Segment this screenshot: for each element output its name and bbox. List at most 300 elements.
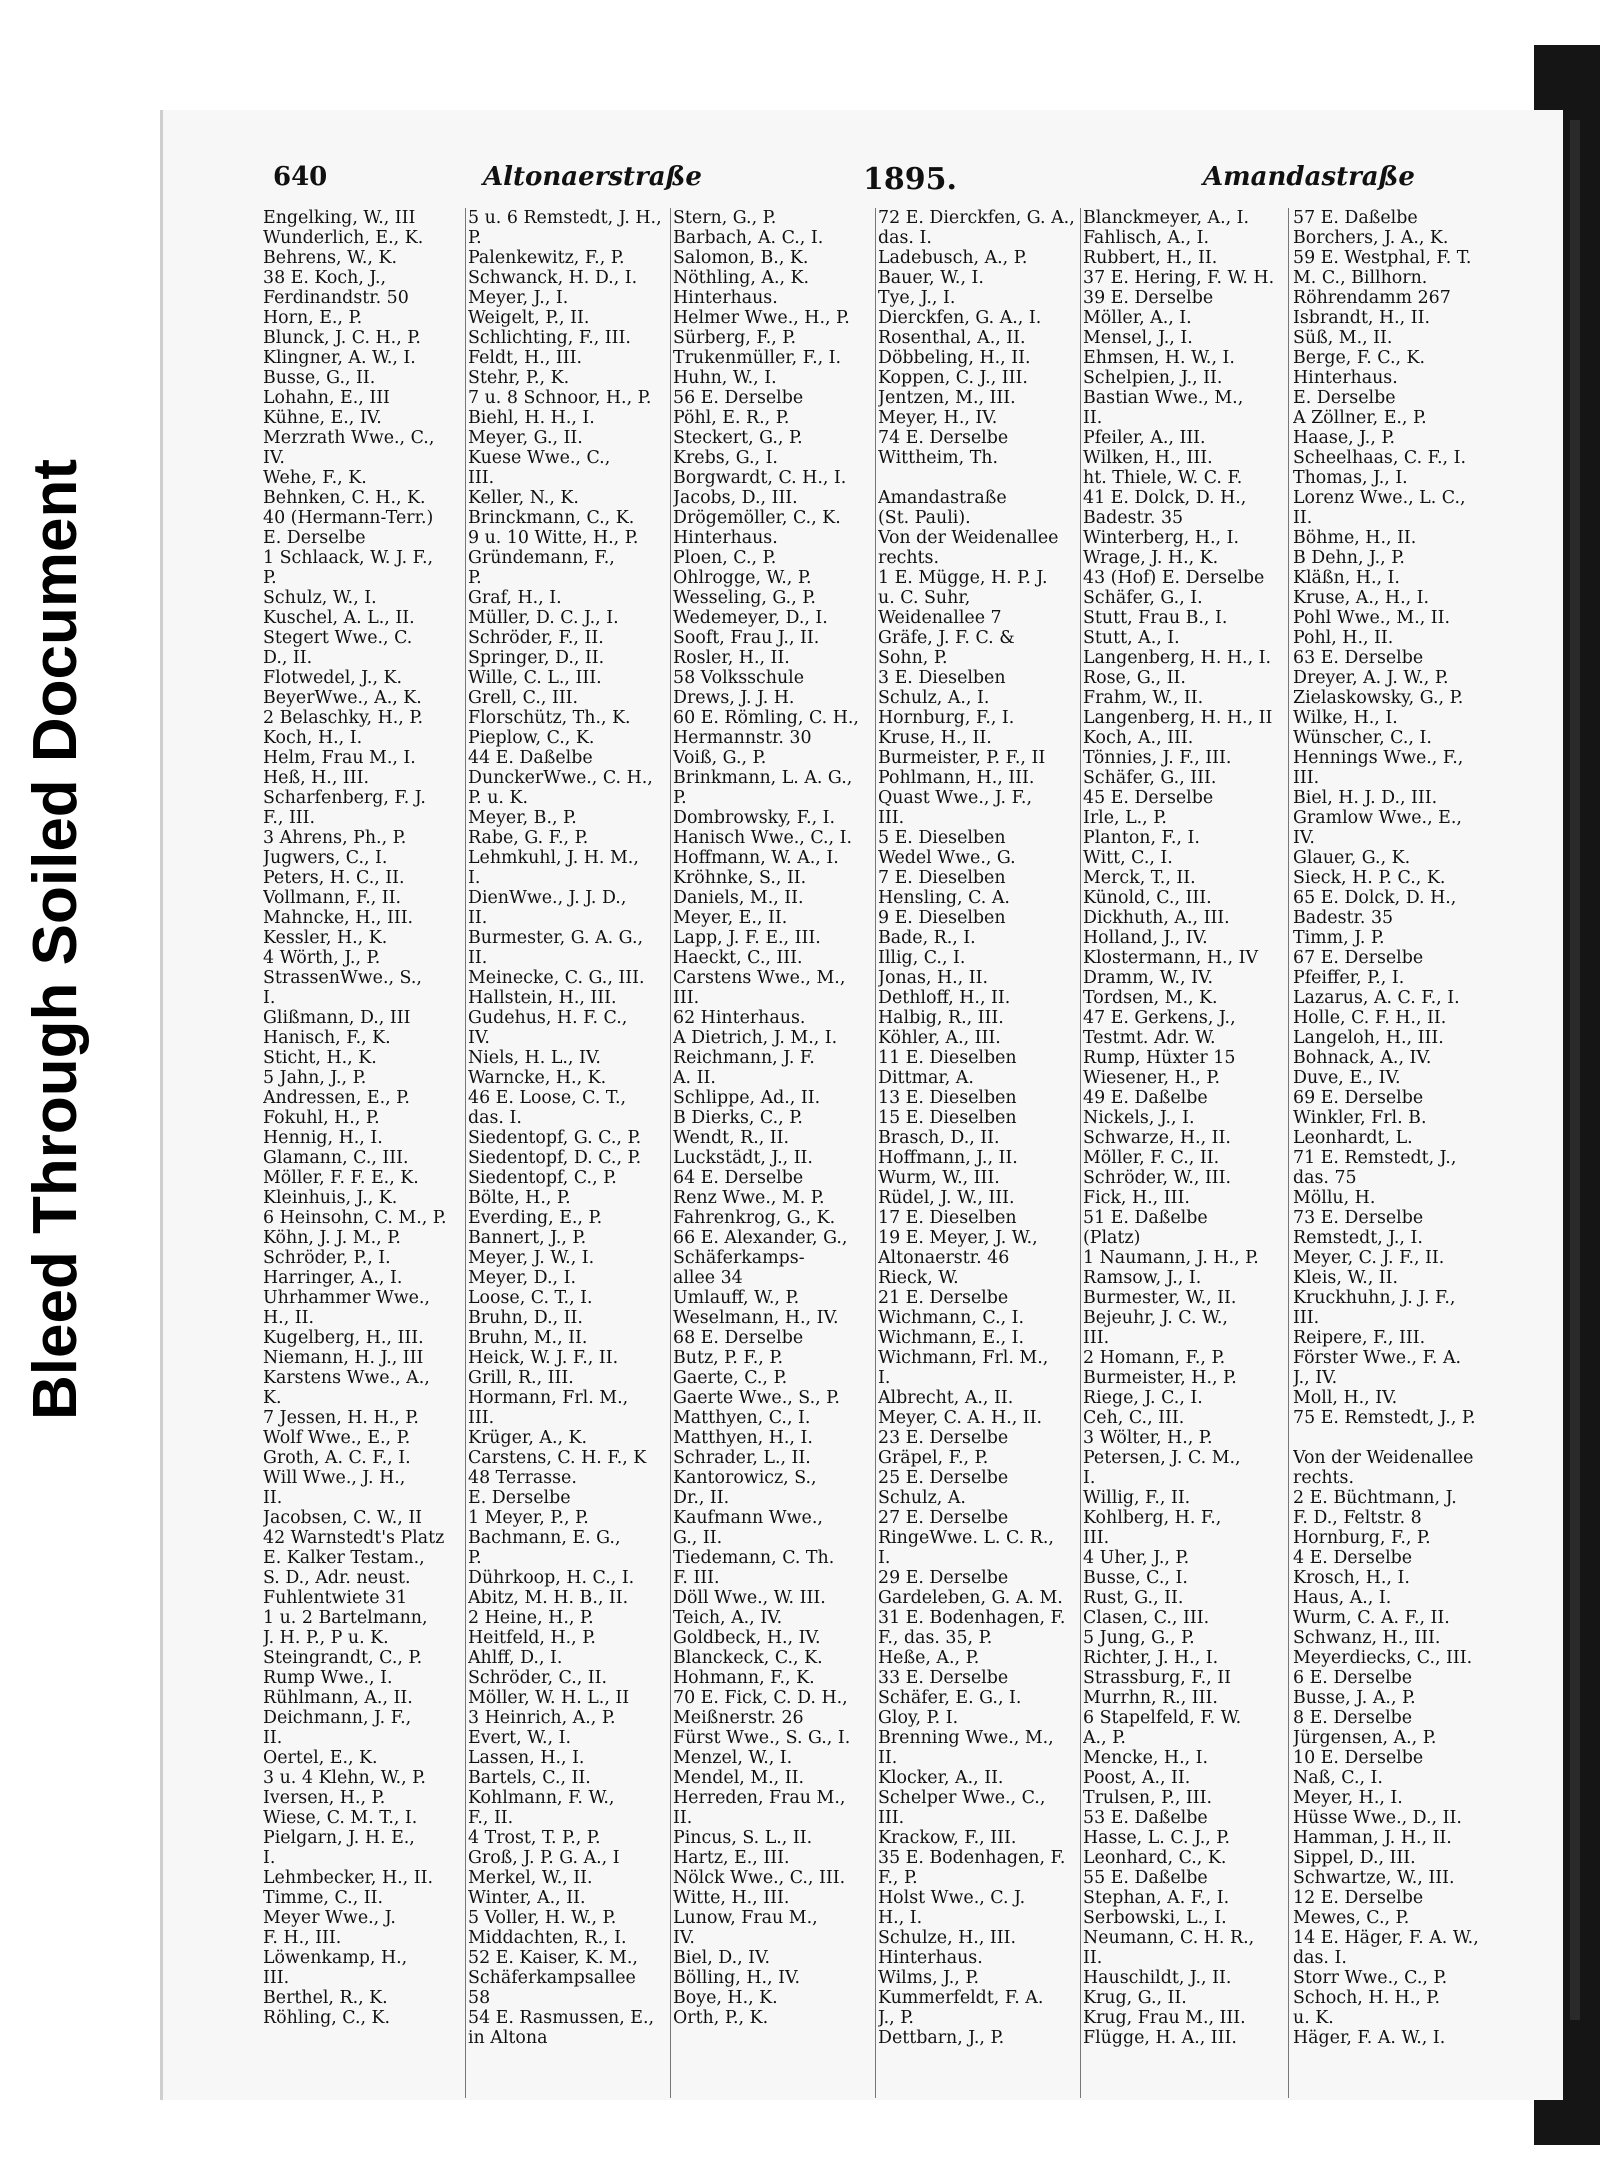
directory-entry: Gudehus, H. F. C., xyxy=(468,1008,628,1028)
directory-entry: Everding, E., P. xyxy=(468,1208,603,1228)
directory-entry: Möller, F. C., II. xyxy=(1083,1148,1220,1168)
directory-entry: Dramm, W., IV. xyxy=(1083,968,1213,988)
directory-entry: Sieck, H. P. C., K. xyxy=(1293,868,1446,888)
directory-entry: 55 E. Daßelbe xyxy=(1083,1868,1208,1888)
directory-entry: Stegert Wwe., C. xyxy=(263,628,413,648)
directory-entry: 23 E. Derselbe xyxy=(878,1428,1009,1448)
directory-entry: Kessler, H., K. xyxy=(263,928,388,948)
directory-entry: Wilke, H., I. xyxy=(1293,708,1398,728)
directory-entry: Fokuhl, H., P. xyxy=(263,1108,380,1128)
directory-entry: Flügge, H. A., III. xyxy=(1083,2028,1237,2048)
directory-entry: 48 Terrasse. xyxy=(468,1468,577,1488)
directory-entry: Dethloff, H., II. xyxy=(878,988,1011,1008)
directory-entry: Gloy, P. I. xyxy=(878,1708,959,1728)
directory-entry: Hohmann, F., K. xyxy=(673,1668,815,1688)
directory-entry: Helm, Frau M., I. xyxy=(263,748,416,768)
directory-entry: Von der Weidenallee xyxy=(1293,1448,1474,1468)
directory-entry: DienWwe., J. J. D., xyxy=(468,888,627,908)
directory-entry: Jonas, H., II. xyxy=(878,968,989,988)
directory-entry: Wünscher, C., I. xyxy=(1293,728,1432,748)
directory-entry: 57 E. Daßelbe xyxy=(1293,208,1418,228)
directory-entry: Jacobs, D., III. xyxy=(673,488,798,508)
directory-entry: Dr., II. xyxy=(673,1488,730,1508)
directory-entry: Grell, C., III. xyxy=(468,688,579,708)
directory-entry: Süß, M., II. xyxy=(1293,328,1393,348)
directory-entry: Badestr. 35 xyxy=(1293,908,1394,928)
directory-entry: Möller, A., I. xyxy=(1083,308,1192,328)
directory-entry: 69 E. Derselbe xyxy=(1293,1088,1424,1108)
directory-entry: A Zöllner, E., P. xyxy=(1293,408,1427,428)
directory-entry: Winterberg, H., I. xyxy=(1083,528,1239,548)
directory-entry: 10 E. Derselbe xyxy=(1293,1748,1424,1768)
directory-entry: Trulsen, P., III. xyxy=(1083,1788,1213,1808)
directory-entry: F. H., III. xyxy=(263,1928,342,1948)
directory-entry: Groth, A. C. F., I. xyxy=(263,1448,411,1468)
directory-entry: III. xyxy=(468,468,495,488)
directory-entry: Rabe, G. F., P. xyxy=(468,828,589,848)
directory-entry: Döll Wwe., W. III. xyxy=(673,1588,826,1608)
directory-entry: Meyer, J., I. xyxy=(468,288,569,308)
directory-entry: B Dierks, C., P. xyxy=(673,1108,803,1128)
directory-entry: Kohlberg, H. F., xyxy=(1083,1508,1222,1528)
directory-entry: Winter, A., II. xyxy=(468,1888,586,1908)
directory-entry: Helmer Wwe., H., P. xyxy=(673,308,850,328)
directory-entry: Iversen, H., P. xyxy=(263,1788,386,1808)
directory-entry: Bruhn, D., II. xyxy=(468,1308,583,1328)
directory-entry: Feldt, H., III. xyxy=(468,348,583,368)
directory-entry: III. xyxy=(263,1968,290,1988)
directory-entry: in Altona xyxy=(468,2028,548,2048)
directory-column-6 xyxy=(1293,208,1493,2048)
directory-entry: Meyer, H., IV. xyxy=(878,408,998,428)
directory-entry: II. xyxy=(1293,508,1313,528)
directory-entry: Kuschel, A. L., II. xyxy=(263,608,415,628)
directory-entry: Meyer, B., P. xyxy=(468,808,577,828)
directory-entry: 15 E. Dieselben xyxy=(878,1108,1017,1128)
directory-entry: Gaerte Wwe., S., P. xyxy=(673,1388,840,1408)
directory-entry: 1 u. 2 Bartelmann, xyxy=(263,1608,428,1628)
directory-entry: 4 Uher, J., P. xyxy=(1083,1548,1190,1568)
directory-entry: Strassburg, F., II xyxy=(1083,1668,1231,1688)
directory-entry: Neumann, C. H. R., xyxy=(1083,1928,1255,1948)
directory-entry: Krackow, F., III. xyxy=(878,1828,1017,1848)
directory-entry: Trukenmüller, F., I. xyxy=(673,348,842,368)
directory-entry: Wiesener, H., P. xyxy=(1083,1068,1221,1088)
directory-entry: I. xyxy=(878,1548,891,1568)
directory-entry: 60 E. Römling, C. H., xyxy=(673,708,859,728)
directory-entry: Florschütz, Th., K. xyxy=(468,708,631,728)
directory-entry: Glamann, C., III. xyxy=(263,1148,409,1168)
directory-entry: 35 E. Bodenhagen, F. xyxy=(878,1848,1066,1868)
directory-entry: Rust, G., II. xyxy=(1083,1588,1184,1608)
directory-entry: Jacobsen, C. W., II xyxy=(263,1508,423,1528)
directory-entry: Moll, H., IV. xyxy=(1293,1388,1398,1408)
directory-entry: M. C., Billhorn. xyxy=(1293,268,1428,288)
directory-entry: Siedentopf, C., P. xyxy=(468,1168,617,1188)
directory-entry: Brasch, D., II. xyxy=(878,1128,1000,1148)
directory-entry: Wolf Wwe., E., P. xyxy=(263,1428,411,1448)
directory-entry: Meyer, D., I. xyxy=(468,1268,576,1288)
directory-entry: 17 E. Dieselben xyxy=(878,1208,1017,1228)
directory-entry: Schrader, L., II. xyxy=(673,1448,811,1468)
directory-entry: Reichmann, J. F. xyxy=(673,1048,815,1068)
directory-entry: 31 E. Bodenhagen, F. xyxy=(878,1608,1066,1628)
directory-entry: Krug, Frau M., III. xyxy=(1083,2008,1246,2028)
directory-entry: Rump, Hüxter 15 xyxy=(1083,1048,1236,1068)
directory-entry: Wilms, J., P. xyxy=(878,1968,980,1988)
directory-entry: Timm, J. P. xyxy=(1293,928,1385,948)
directory-entry: Halbig, R., III. xyxy=(878,1008,1004,1028)
directory-entry: 42 Warnstedt's Platz xyxy=(263,1528,445,1548)
directory-entry: Lorenz Wwe., L. C., xyxy=(1293,488,1466,508)
directory-entry: das. I. xyxy=(878,228,932,248)
directory-entry: Ferdinandstr. 50 xyxy=(263,288,409,308)
directory-entry: Hasse, L. C. J., P. xyxy=(1083,1828,1230,1848)
directory-entry: Kleinhuis, J., K. xyxy=(263,1188,398,1208)
directory-entry: S. D., Adr. neust. xyxy=(263,1568,411,1588)
directory-entry: Schelper Wwe., C., xyxy=(878,1788,1046,1808)
directory-entry: Dührkoop, H. C., I. xyxy=(468,1568,635,1588)
directory-entry: F., P. xyxy=(878,1868,918,1888)
directory-entry: Steingrandt, C., P. xyxy=(263,1648,423,1668)
directory-entry: Pielgarn, J. H. E., xyxy=(263,1828,415,1848)
directory-entry: u. K. xyxy=(1293,2008,1334,2028)
directory-entry: Brinkmann, L. A. G., xyxy=(673,768,853,788)
directory-entry: B Dehn, J., P. xyxy=(1293,548,1405,568)
directory-entry: II. xyxy=(878,1748,898,1768)
directory-entry: 2 Heine, H., P. xyxy=(468,1608,594,1628)
directory-entry: 41 E. Dolck, D. H., xyxy=(1083,488,1247,508)
year: 1895. xyxy=(863,162,957,197)
directory-entry: Weidenallee 7 xyxy=(878,608,1002,628)
directory-entry: Meyerdiecks, C., III. xyxy=(1293,1648,1473,1668)
directory-entry: Häger, F. A. W., I. xyxy=(1293,2028,1446,2048)
directory-entry: Hornburg, F., I. xyxy=(878,708,1015,728)
directory-entry: 3 u. 4 Klehn, W., P. xyxy=(263,1768,426,1788)
directory-entry: Umlauff, W., P. xyxy=(673,1288,800,1308)
directory-entry: Pöhl, E. R., P. xyxy=(673,408,790,428)
directory-entry: Blanckmeyer, A., I. xyxy=(1083,208,1250,228)
directory-entry: P. xyxy=(673,788,687,808)
directory-entry: Dittmar, A. xyxy=(878,1068,974,1088)
directory-entry: Mencke, H., I. xyxy=(1083,1748,1209,1768)
directory-entry: Wiese, C. M. T., I. xyxy=(263,1808,418,1828)
directory-entry: 75 E. Remstedt, J., P. xyxy=(1293,1408,1476,1428)
directory-entry: Hinterhaus. xyxy=(673,528,778,548)
directory-entry: Frahm, W., II. xyxy=(1083,688,1204,708)
directory-entry: Andressen, E., P. xyxy=(263,1088,410,1108)
directory-entry: Wurm, C. A. F., II. xyxy=(1293,1608,1450,1628)
directory-entry: Möller, W. H. L., II xyxy=(468,1688,630,1708)
directory-entry: Lohahn, E., III xyxy=(263,388,390,408)
directory-entry: Drögemöller, C., K. xyxy=(673,508,841,528)
directory-entry: 72 E. Dierckfen, G. A., xyxy=(878,208,1075,228)
scan-edge-inner xyxy=(1570,120,1580,2020)
directory-entry: Gräfe, J. F. C. & xyxy=(878,628,1015,648)
directory-entry: 7 u. 8 Schnoor, H., P. xyxy=(468,388,652,408)
directory-entry: Kantorowicz, S., xyxy=(673,1468,817,1488)
directory-entry: G., II. xyxy=(673,1528,723,1548)
directory-entry: Wehe, F., K. xyxy=(263,468,367,488)
directory-entry: Kruckhuhn, J. J. F., xyxy=(1293,1288,1456,1308)
directory-entry: Meyer, G., II. xyxy=(468,428,583,448)
directory-entry: Brinckmann, C., K. xyxy=(468,508,635,528)
directory-entry: III. xyxy=(1293,768,1320,788)
directory-entry: Burmeister, P. F., II xyxy=(878,748,1046,768)
directory-entry: Albrecht, A., II. xyxy=(878,1388,1014,1408)
directory-entry: 8 E. Derselbe xyxy=(1293,1708,1413,1728)
directory-entry: Renz Wwe., M. P. xyxy=(673,1188,825,1208)
directory-entry: Schröder, P., I. xyxy=(263,1248,391,1268)
directory-entry: 56 E. Derselbe xyxy=(673,388,804,408)
directory-entry: Nölck Wwe., C., III. xyxy=(673,1868,846,1888)
directory-entry: Klostermann, H., IV xyxy=(1083,948,1259,968)
directory-entry: Isbrandt, H., II. xyxy=(1293,308,1431,328)
directory-entry: Fahlisch, A., I. xyxy=(1083,228,1210,248)
directory-entry: Schäferkampsallee xyxy=(468,1968,636,1988)
directory-entry: Evert, W., I. xyxy=(468,1728,571,1748)
directory-entry: Burmeister, H., P. xyxy=(1083,1368,1237,1388)
directory-entry: I. xyxy=(878,1368,891,1388)
directory-entry: Schulze, H., III. xyxy=(878,1928,1017,1948)
directory-column-5 xyxy=(1083,208,1283,2048)
directory-entry: Nöthling, A., K. xyxy=(673,268,810,288)
directory-entry: Rosenthal, A., II. xyxy=(878,328,1026,348)
directory-entry: Holle, C. F. H., II. xyxy=(1293,1008,1447,1028)
directory-entry: J., IV. xyxy=(1293,1368,1338,1388)
directory-entry: 2 Belaschky, H., P. xyxy=(263,708,424,728)
directory-entry: Meyer, E., II. xyxy=(673,908,788,928)
directory-entry: Wendt, R., II. xyxy=(673,1128,790,1148)
directory-entry: Mewes, C., P. xyxy=(1293,1908,1410,1928)
directory-entry: Bohnack, A., IV. xyxy=(1293,1048,1432,1068)
directory-entry: Loose, C. T., I. xyxy=(468,1288,593,1308)
directory-entry: 1 E. Mügge, H. P. J. xyxy=(878,568,1048,588)
directory-entry: 44 E. Daßelbe xyxy=(468,748,593,768)
directory-entry: Müller, D. C. J., I. xyxy=(468,608,619,628)
directory-entry: Grill, R., III. xyxy=(468,1368,574,1388)
directory-entry: 46 E. Loose, C. T., xyxy=(468,1088,627,1108)
directory-entry: Fuhlentwiete 31 xyxy=(263,1588,408,1608)
directory-entry: Hauschildt, J., II. xyxy=(1083,1968,1232,1988)
directory-entry: Dickhuth, A., III. xyxy=(1083,908,1230,928)
directory-entry: 2 E. Büchtmann, J. xyxy=(1293,1488,1457,1508)
directory-entry: 27 E. Derselbe xyxy=(878,1508,1009,1528)
directory-entry: das. I. xyxy=(1293,1948,1347,1968)
directory-entry: Pohl Wwe., M., II. xyxy=(1293,608,1451,628)
directory-entry: Glauer, G., K. xyxy=(1293,848,1411,868)
directory-entry: 13 E. Dieselben xyxy=(878,1088,1017,1108)
directory-entry: II. xyxy=(673,1808,693,1828)
directory-entry: 9 u. 10 Witte, H., P. xyxy=(468,528,639,548)
directory-entry: F., II. xyxy=(468,1808,514,1828)
directory-entry: Leonhardt, L. xyxy=(1293,1128,1413,1148)
directory-entry: Wurm, W., III. xyxy=(878,1168,1000,1188)
directory-entry: Klingner, A. W., I. xyxy=(263,348,416,368)
directory-entry: Nickels, J., I. xyxy=(1083,1108,1195,1128)
directory-entry: Holst Wwe., C. J. xyxy=(878,1888,1026,1908)
directory-entry: Amandastraße xyxy=(878,488,1007,508)
directory-entry: II. xyxy=(263,1488,283,1508)
directory-entry: Hermannstr. 30 xyxy=(673,728,812,748)
directory-entry: III. xyxy=(1083,1528,1110,1548)
directory-entry: Bejeuhr, J. C. W., xyxy=(1083,1308,1228,1328)
directory-entry: Bölte, H., P. xyxy=(468,1188,571,1208)
directory-entry: Ohlrogge, W., P. xyxy=(673,568,812,588)
directory-entry: Fick, H., III. xyxy=(1083,1188,1190,1208)
directory-entry: P. xyxy=(468,1548,482,1568)
directory-entry: Schröder, W., III. xyxy=(1083,1168,1232,1188)
directory-entry: Meyer, H., I. xyxy=(1293,1788,1403,1808)
left-running-title: Altonaerstraße xyxy=(483,162,702,192)
directory-entry: Merck, T., II. xyxy=(1083,868,1196,888)
directory-entry: Fahrenkrog, G., K. xyxy=(673,1208,836,1228)
directory-entry: 29 E. Derselbe xyxy=(878,1568,1009,1588)
directory-entry: 58 xyxy=(468,1988,491,2008)
directory-entry: Lehmbecker, H., II. xyxy=(263,1868,433,1888)
directory-entry: Glißmann, D., III xyxy=(263,1008,411,1028)
directory-entry: 49 E. Daßelbe xyxy=(1083,1088,1208,1108)
directory-entry: Bannert, J., P. xyxy=(468,1228,587,1248)
directory-entry: Kröhnke, S., II. xyxy=(673,868,807,888)
directory-entry: 53 E. Daßelbe xyxy=(1083,1808,1208,1828)
directory-entry: Rose, G., II. xyxy=(1083,668,1186,688)
directory-entry: Peters, H. C., II. xyxy=(263,868,405,888)
directory-entry: Schäfer, G., III. xyxy=(1083,768,1217,788)
directory-entry: Witte, H., III. xyxy=(673,1888,790,1908)
directory-entry: BeyerWwe., A., K. xyxy=(263,688,422,708)
directory-entry: Niemann, H. J., III xyxy=(263,1348,424,1368)
directory-entry: Meyer, J. W., I. xyxy=(468,1248,595,1268)
directory-entry: Böhme, H., II. xyxy=(1293,528,1417,548)
directory-entry: Jugwers, C., I. xyxy=(263,848,388,868)
directory-entry: A Dietrich, J. M., I. xyxy=(673,1028,838,1048)
directory-entry: 63 E. Derselbe xyxy=(1293,648,1424,668)
directory-entry: Keller, N., K. xyxy=(468,488,579,508)
directory-entry: F. III. xyxy=(673,1568,720,1588)
directory-entry: Richter, J. H., I. xyxy=(1083,1648,1219,1668)
directory-entry: F. D., Feltstr. 8 xyxy=(1293,1508,1422,1528)
directory-entry: allee 34 xyxy=(673,1268,743,1288)
directory-entry: 71 E. Remstedt, J., xyxy=(1293,1148,1457,1168)
directory-entry: Timme, C., II. xyxy=(263,1888,384,1908)
directory-entry: Schulz, A. xyxy=(878,1488,966,1508)
directory-entry: E. Derselbe xyxy=(263,528,366,548)
directory-entry: A. II. xyxy=(673,1068,716,1088)
directory-entry: Haus, A., I. xyxy=(1293,1588,1392,1608)
directory-entry: P. xyxy=(468,568,482,588)
directory-entry: Kruse, H., II. xyxy=(878,728,992,748)
directory-entry: F., das. 35, P. xyxy=(878,1628,993,1648)
directory-entry: rechts. xyxy=(878,548,939,568)
directory-entry: Lehmkuhl, J. H. M., xyxy=(468,848,639,868)
directory-entry: Wunderlich, E., K. xyxy=(263,228,424,248)
directory-entry: Will Wwe., J. H., xyxy=(263,1468,406,1488)
directory-entry: Orth, P., K. xyxy=(673,2008,769,2028)
directory-entry: 64 E. Derselbe xyxy=(673,1168,804,1188)
right-running-title: Amandastraße xyxy=(1203,162,1415,192)
directory-entry: 3 E. Dieselben xyxy=(878,668,1006,688)
page-number: 640 xyxy=(273,162,328,192)
directory-entry: StrassenWwe., S., xyxy=(263,968,422,988)
directory-entry: Meißnerstr. 26 xyxy=(673,1708,804,1728)
directory-entry: 39 E. Derselbe xyxy=(1083,288,1214,308)
directory-entry: Heß, H., III. xyxy=(263,768,370,788)
directory-entry: Dombrowsky, F., I. xyxy=(673,808,836,828)
directory-entry: Köhn, J. J. M., P. xyxy=(263,1228,401,1248)
directory-entry: Tye, J., I. xyxy=(878,288,956,308)
directory-entry: Förster Wwe., F. A. xyxy=(1293,1348,1462,1368)
directory-entry: 5 Jung, G., P. xyxy=(1083,1628,1195,1648)
directory-entry: Hartz, E., III. xyxy=(673,1848,790,1868)
directory-entry: III. xyxy=(673,988,700,1008)
directory-entry: Biel, D., IV. xyxy=(673,1948,771,1968)
directory-entry: Künold, C., III. xyxy=(1083,888,1212,908)
directory-entry: Hinterhaus. xyxy=(1293,368,1398,388)
directory-entry: Schäferkamps- xyxy=(673,1248,805,1268)
directory-entry: 68 E. Derselbe xyxy=(673,1328,804,1348)
directory-entry: F., III. xyxy=(263,808,316,828)
directory-entry: 5 u. 6 Remstedt, J. H., xyxy=(468,208,662,228)
directory-entry: Heick, W. J. F., II. xyxy=(468,1348,619,1368)
directory-entry: Bade, R., I. xyxy=(878,928,976,948)
directory-entry: 5 Voller, H. W., P. xyxy=(468,1908,617,1928)
directory-entry: Hennig, H., I. xyxy=(263,1128,383,1148)
directory-entry: Menzel, W., I. xyxy=(673,1748,793,1768)
directory-entry: Schulz, A., I. xyxy=(878,688,990,708)
directory-entry xyxy=(878,468,1078,488)
directory-entry: (Platz) xyxy=(1083,1228,1141,1248)
directory-entry: A., P. xyxy=(1083,1728,1126,1748)
directory-entry: Witt, C., I. xyxy=(1083,848,1173,868)
directory-entry: III. xyxy=(468,1408,495,1428)
directory-entry: Weigelt, P., II. xyxy=(468,308,590,328)
directory-entry: Meyer, C. A. H., II. xyxy=(878,1408,1043,1428)
directory-entry: 45 E. Derselbe xyxy=(1083,788,1214,808)
directory-entry: Dettbarn, J., P. xyxy=(878,2028,1005,2048)
directory-entry: Koppen, C. J., III. xyxy=(878,368,1028,388)
directory-entry: Harringer, A., I. xyxy=(263,1268,403,1288)
directory-entry: Ladebusch, A., P. xyxy=(878,248,1028,268)
directory-entry: Mahncke, H., III. xyxy=(263,908,414,928)
directory-entry: Blunck, J. C. H., P. xyxy=(263,328,421,348)
directory-entry: Herreden, Frau M., xyxy=(673,1788,846,1808)
directory-entry: Willig, F., II. xyxy=(1083,1488,1191,1508)
directory-entry: Hamman, J. H., II. xyxy=(1293,1828,1452,1848)
directory-entry: 3 Wölter, H., P. xyxy=(1083,1428,1213,1448)
directory-entry: IV. xyxy=(1293,828,1315,848)
directory-entry: Behrens, W., K. xyxy=(263,248,397,268)
directory-entry: Vollmann, F., II. xyxy=(263,888,402,908)
directory-column-4 xyxy=(878,208,1078,2048)
directory-entry: Zielaskowsky, G., P. xyxy=(1293,688,1464,708)
directory-entry: Scharfenberg, F. J. xyxy=(263,788,426,808)
directory-entry: Möller, F. F. E., K. xyxy=(263,1168,419,1188)
directory-entry: Sticht, H., K. xyxy=(263,1048,377,1068)
directory-entry: Gründemann, F., xyxy=(468,548,615,568)
directory-entry: ht. Thiele, W. C. F. xyxy=(1083,468,1243,488)
directory-entry: Jentzen, M., III. xyxy=(878,388,1016,408)
directory-entry: Heitfeld, H., P. xyxy=(468,1628,596,1648)
directory-entry: 14 E. Häger, F. A. W., xyxy=(1293,1928,1479,1948)
directory-entry: Hinterhaus. xyxy=(878,1948,983,1968)
directory-entry: Graf, H., I. xyxy=(468,588,562,608)
directory-entry: Hormann, Frl. M., xyxy=(468,1388,629,1408)
directory-entry: 9 E. Dieselben xyxy=(878,908,1006,928)
directory-entry: 47 E. Gerkens, J., xyxy=(1083,1008,1236,1028)
directory-entry: 62 Hinterhaus. xyxy=(673,1008,806,1028)
directory-entry: I. xyxy=(263,988,276,1008)
